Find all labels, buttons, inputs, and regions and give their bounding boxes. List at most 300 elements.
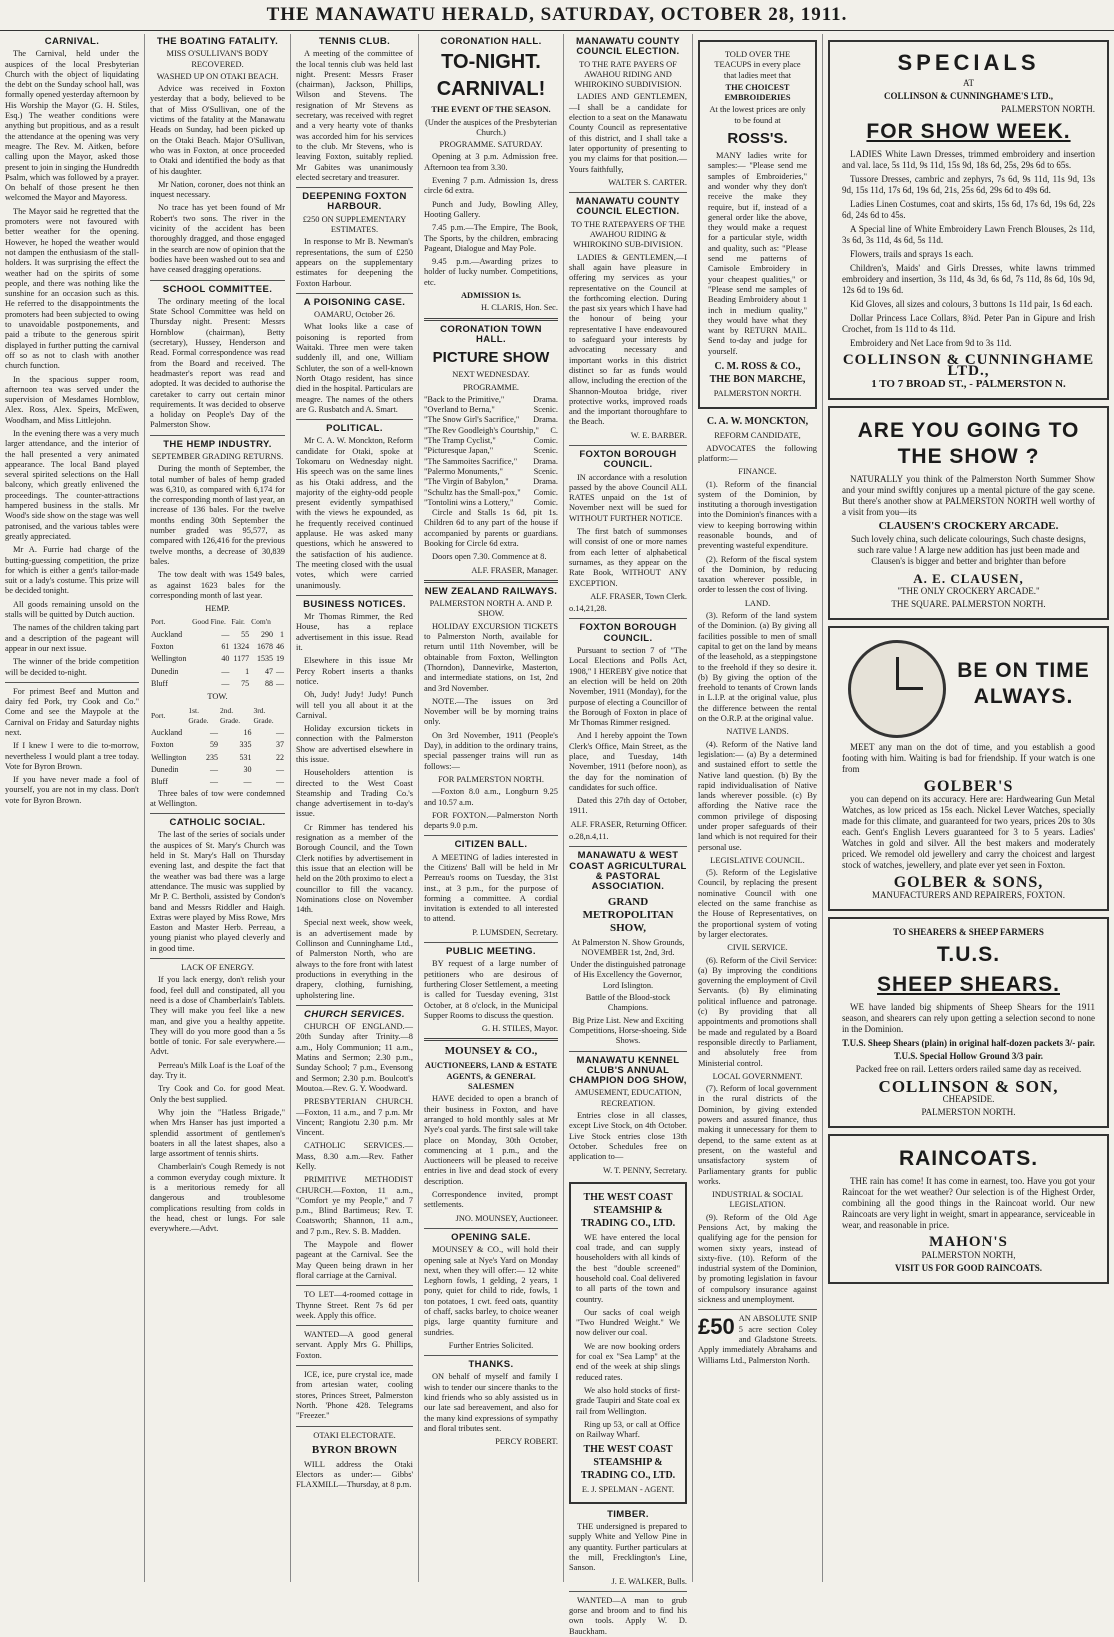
film-item	[424, 405, 558, 415]
table-cell: 531	[239, 752, 252, 762]
monckton-paragraph: ADVOCATES the following platform:—	[698, 443, 817, 463]
local-ad: If you have never made a fool of yourself, you are not in my class. Don't vote for Byron Brown.	[5, 775, 139, 805]
boating-paragraph: Mr Nation, coroner, does not think an inquest necessary.	[150, 179, 285, 200]
divider	[150, 280, 285, 281]
table-cell: —	[276, 777, 284, 787]
divider	[150, 813, 285, 814]
monckton-paragraph: (7). Reform of local government in the rural districts of the Dominion, by giving extended powers and assured finance, thus making it unnecessary for them to depend, to the same extent as at present, on the wasteful and unsatisfactory system of Parliamentary grants for public works.	[698, 1084, 817, 1186]
film-title: "Palermo Monuments,"	[424, 466, 503, 476]
film-genre: Comic.	[533, 487, 558, 497]
local-heading: LOCAL GOVERNMENT.	[712, 1071, 803, 1081]
film-item	[424, 395, 558, 405]
ross-title: ROSS'S.	[727, 130, 788, 148]
opening-sale-heading: OPENING SALE.	[451, 1231, 531, 1243]
signature: ALF. FRASER, Manager.	[471, 565, 558, 575]
table-row	[150, 764, 285, 776]
auspices-line: (Under the auspices of the Presbyterian Church.)	[425, 117, 557, 137]
table-cell: 16	[243, 728, 252, 738]
divider	[150, 958, 285, 959]
tennis-heading: TENNIS CLUB.	[318, 36, 391, 47]
table-cell: Wellington	[151, 752, 187, 762]
monckton-heading: C. A. W. MONCKTON,	[706, 416, 809, 428]
table-cell: Dunedin	[151, 666, 179, 676]
golber-ad	[828, 626, 1109, 911]
table-header-cell: 3rd. Grade.	[253, 705, 274, 725]
film-genre: Drama.	[533, 394, 558, 404]
divider	[296, 1325, 413, 1326]
cook-paragraph: Try Cook and Co. for good Meat. Only the best supplied.	[150, 1084, 285, 1104]
poison-dateline: OAMARU, October 26.	[314, 310, 395, 320]
signature: W. E. BARBER.	[630, 430, 687, 440]
kennel-subheading: AMUSEMENT, EDUCATION, RECREATION.	[574, 1088, 682, 1108]
film-genre: Drama.	[533, 477, 558, 487]
table-cell: Bluff	[151, 777, 168, 787]
mounsey-heading: MOUNSEY & CO.,	[444, 1045, 538, 1058]
tolet-ad: TO LET—4-roomed cottage in Thynne Street. Rent 7s 6d per week. Apply this office.	[296, 1290, 413, 1320]
tus-paragraph: WE have landed big shipments of Sheep Shears for the 1911 season, and shearers can rely upon getting a selection second to none in the Dominion.	[842, 1002, 1095, 1034]
table-cell: 55	[241, 629, 250, 639]
table-cell: 1324	[233, 642, 250, 652]
film-genre: Comic.	[533, 436, 558, 446]
raincoats-title: RAINCOATS.	[898, 1147, 1039, 1170]
catholic-heading: CATHOLIC SOCIAL.	[169, 817, 266, 829]
carnival-paragraph: The names of the children taking part and a description of the pageant will appear in our next issue.	[5, 623, 139, 653]
clausen-arcade: CLAUSEN'S CROCKERY ARCADE.	[878, 520, 1059, 532]
time-paragraph: you can depend on its accuracy. Here are: Hardwearing Gun Metal Watches, as low priced as 15s each. Nickel Lever Watches, specially made for this climate, and guaranteed for two years, prices 20s to 30s each. Gent's English Levers guaranteed for 3 to 5 years. Ladies' Watches in gold and silver. All the best makers and moderately priced. We remodel old jewellery and carry the choicest and largest stock of watches, jewellery, and plate ever yet seen in Foxton.	[842, 794, 1095, 870]
hemp-subheading: SEPTEMBER GRADING RETURNS.	[151, 451, 284, 461]
hemp-heading: THE HEMP INDUSTRY.	[163, 438, 272, 450]
hemp-paragraph: The tow dealt with was 1549 bales, as against 1623 bales for the corresponding month of last year.	[150, 570, 285, 600]
lack-paragraph: If you lack energy, don't relish your food, feel dull and constipated, all you need is a dose of Chamberlain's Tablets. They will make you feel like a new man, and give you a healthy appetite. They will do you more good than a 5s bottle of tonic. For sale everywhere.—Advt.	[150, 975, 285, 1057]
table-cell: Wellington	[151, 654, 187, 664]
public-meeting-heading: PUBLIC MEETING.	[446, 946, 536, 958]
public-meeting-paragraph: BY request of a large number of petitioners who are desirous of furthering Closer Settlement, a meeting is called for Tuesday evening, 31st October, at 8 o'clock, in the Municipal Supper Rooms to discuss the question.	[424, 959, 558, 1020]
railways-paragraph: NOTE.—The issues on 3rd November will be by morning trains only.	[424, 696, 558, 727]
poison-heading: A POISONING CASE.	[303, 296, 406, 308]
borough-paragraph: Pursuant to section 7 of "The Local Elections and Polls Act, 1908," I HEREBY give notice that an election will be held on 20th November, 1911 (Monday), for the purpose of electing a Councillor of the Borough of Foxton in place of Mr Thomas Rimmer resigned.	[569, 646, 687, 728]
county-subheading: TO THE RATEPAYERS OF THE AWAHOU RIDING & WHIROKINO SUB-DIVISION.	[571, 219, 685, 250]
event-line: THE EVENT OF THE SEASON.	[431, 105, 551, 115]
divider	[569, 618, 687, 619]
tus-line: T.U.S. Sheep Shears (plain) in original half-dozen packets 3/- pair.	[842, 1038, 1095, 1048]
railways-subheading: PALMERSTON NORTH A. AND P. SHOW.	[429, 599, 553, 619]
agri-line: Under the distinguished patronage of His Excellency the Governor, Lord Islington.	[570, 960, 686, 990]
table-cell: —	[209, 728, 218, 738]
carnival-paragraph: The Carnival, held under the auspices of the local Presbyterian Church with the object of liquidating the debt on the Sunday school hall, was formally opened yesterday afternoon by His Worship the Mayor (G. H. Stiles, Esq.) The weather conditions were anything but propitious, and as a result the attendance at the opening was very meagre. The Rev. M. Aitken, before calling upon the Mayor, asked those present to join in singing the Hundredth Psalm, which was followed by a prayer. On behalf of those present he then welcomed the Mayor and Mayoress.	[5, 49, 139, 203]
golber-firm: GOLBER'S	[923, 778, 1014, 795]
table-cell: Auckland	[151, 629, 183, 639]
table-cell: 47	[264, 666, 273, 676]
finance-heading: FINANCE.	[738, 467, 777, 477]
table-cell: 235	[205, 752, 218, 762]
steamship-paragraph: We are now booking orders for coal ex "Sea Lamp" at the end of the week at ship slings reduced rates.	[576, 1341, 680, 1382]
harbour-subheading: £250 ON SUPPLEMENTARY ESTIMATES.	[302, 214, 407, 235]
thanks-heading: THANKS.	[468, 1359, 514, 1371]
table-cell: 1	[245, 666, 250, 676]
carnival-paragraph: All goods remaining unsold on the stalls will be quitted by Dutch auction.	[5, 599, 139, 620]
show-heading: ARE YOU GOING TO THE SHOW ?	[857, 419, 1080, 468]
table-row	[150, 678, 285, 690]
specials-list	[842, 149, 1095, 349]
show-paragraph: Such lovely china, such delicate colourings, Such chaste designs, such rare value ! A large new addition has just been made and Clausen's is bigger and better and brighter than before	[851, 534, 1086, 566]
film-title: "Overland to Berna,"	[424, 405, 495, 415]
specials-item: LADIES White Lawn Dresses, trimmed embroidery and insertion and val. lace, 5s 11d, 9s 11d, 15s 9d, 18s 6d, 25s, 29s 6d to 65s.	[842, 149, 1095, 170]
county-heading: MANAWATU COUNTY COUNCIL ELECTION.	[576, 196, 680, 218]
ross-ad	[698, 40, 817, 409]
table-header-row	[150, 705, 285, 728]
tus-subtitle: SHEEP SHEARS.	[877, 973, 1060, 996]
coronation-heading: CORONATION HALL.	[440, 36, 542, 47]
signature: JNO. MOUNSEY, Auctioneer.	[455, 1213, 558, 1223]
monckton-paragraph: (2). Reform of the fiscal system of the Dominion, by reducing taxation wherever possible, in order to lessen the cost of living.	[698, 554, 817, 595]
divider	[424, 1038, 558, 1041]
column-7	[823, 34, 1114, 1582]
church-paragraph: CATHOLIC SERVICES.—Mass, 8.30 a.m.—Rev. Father Kelly.	[296, 1141, 413, 1171]
carnival-paragraph: In the spacious supper room, afternoon tea was served under the supervision of Mesdames Hornblow, Alex. Ross, Alex. Speirs, McEwen, Woodham, and Miss Littlejohn.	[5, 374, 139, 425]
ross-lowest: At the lowest prices are only to be found at	[709, 105, 806, 125]
timber-heading: TIMBER.	[607, 1508, 649, 1520]
table-row	[150, 666, 285, 678]
divider	[296, 595, 413, 596]
tus-ad	[828, 917, 1109, 1128]
boating-paragraph: Advice was received in Foxton yesterday that a body, believed to be that of Miss O'Sullivan, one of the victims of the fatality at the Manawatu Heads on Sunday, had been picked up on the Otaki Beach. Major O'Sullivan, who was in Foxton, at once proceeded to Otaki and identified the body as that of his daughter.	[150, 84, 285, 176]
film-genre: Scenic.	[533, 405, 558, 415]
opening-sale-paragraph: MOUNSEY & CO., will hold their opening sale at Nye's Yard on Monday next, when they will offer:— 12 white Leghorn fowls, 1 gelding, 2 years, 1 pony, quiet for child to ride, fowls, 1 ton potatoes, 1 cwt. feed oats, quantity of chaff, sacks barley, to choice weaner pigs, large quantity furniture and sundries.	[424, 1245, 558, 1337]
kennel-heading: MANAWATU KENNEL CLUB'S ANNUAL CHAMPION DOG SHOW,	[569, 1054, 687, 1087]
tus-line: T.U.S. Special Hollow Ground 3/3 pair.	[893, 1051, 1044, 1061]
snip-paragraph: AN ABSOLUTE SNIP 5 acre section Coley and Gladstone Streets. Apply immediately Abrahams and Williams Ltd., Palmerston North.	[698, 1314, 817, 1365]
mounsey-subheading: AUCTIONEERS, LAND & ESTATE AGENTS, & GENERAL SALESMEN	[424, 1061, 558, 1092]
specials-item: Children's, Maids' and Girls Dresses, white lawns trimmed embroidery and insertion, 3s 11d, 4s 3d, 6s 6d, 7s 11d, 8s 6d, 10s 9d, 12s 6d to 19s 6d.	[842, 263, 1095, 295]
table-cell: —	[209, 777, 218, 787]
hemp-table-title: HEMP.	[205, 604, 230, 614]
specials-item: Tussore Dresses, cambric and zephyrs, 7s 6d, 9s 11d, 11s 9d, 13s 9d, 15s 11d, 17s 6d, 19s 6d, 21s, 25s 6d, 29s 6d to 49s 6d.	[842, 174, 1095, 195]
hemp-paragraph: During the month of September, the total number of bales of hemp graded was 6,310, as compared with 6,174 for the corresponding month of last year, an increase of 136 bales. For the twelve months ending 30th September the number graded was 95,577, as compared with 126,416 for the previous twelve months, a decrease of 30,839 bales.	[150, 464, 285, 566]
political-paragraph: Mr C. A. W. Monckton, Reform candidate for Otaki, spoke at Tokomaru on Wednesday night. His speech was on the same lines as his Otaki address, and the majority of the eighty-odd people present evidently sympathised with the views he expounded, as he frequently received continued applause. He was asked many questions, which he answered to the satisfaction of his audience. The meeting closed with the usual votes, which were carried unanimously.	[296, 436, 413, 590]
picture-show-title: PICTURE SHOW	[432, 349, 550, 367]
table-header-cell: Good Fine.	[192, 617, 226, 627]
agri-line: Big Prize List. New and Exciting Competitions, Horse-shoeing. Side Shows.	[569, 1015, 687, 1046]
specials-title: SPECIALS	[897, 50, 1040, 75]
ross-intro: TOLD OVER THE TEACUPS in every place that ladies meet that	[714, 50, 801, 80]
table-row	[150, 752, 285, 764]
business-paragraph: Cr Rimmer has tendered his resignation as a member of the Borough Council, and the Town Clerk notifies by advertisement in this issue that an election will be held on the 20th proximo to elect a councillor to fill the vacancy. Nominations close on November 14th.	[296, 822, 413, 915]
railways-paragraph: On 3rd November, 1911 (People's Day), in addition to the ordinary trains, special passenger trains will run as follows:—	[424, 730, 558, 771]
tow-table-title: TOW.	[207, 692, 228, 702]
column-1	[0, 34, 145, 1582]
county-subheading: TO THE RATE PAYERS OF AWAHOU RIDING AND WHIROKINO SUBDIVISION.	[574, 59, 682, 90]
ross-name: C. M. ROSS & CO., THE BON MARCHE,	[709, 361, 806, 386]
milk-paragraph: Perreau's Milk Loaf is the Loaf of the day. Try it.	[150, 1060, 285, 1081]
reference: o.14,21,28.	[569, 604, 607, 614]
divider	[569, 1591, 687, 1592]
monckton-paragraph: (1). Reform of the financial system of the Dominion, by instituting a thorough investigation into the Dominion's finances with a view to keeping borrowing within reasonable bounds, and of preventing wasteful expenditure.	[698, 479, 817, 551]
railways-heading: NEW ZEALAND RAILWAYS.	[424, 585, 558, 597]
mahon-town: PALMERSTON NORTH,	[921, 1250, 1016, 1260]
county-paragraph: LADIES & GENTLEMEN,—I shall again have pleasure in offering my services as your representative on the Council at the forthcoming election. During the past six years which I have had the honour of being your representative I have endeavoured to safeguard your interests by advocating necessary and important works in this district distinct so far as funds would allow, including the erection of the Shannon-Moutoa bridge, river protective works, improved roads and the important thoroughfare to the Beach.	[569, 252, 687, 427]
byron-paragraph: WILL address the Otaki Electors as under:— Gibbs' FLAXMILL—Thursday, at 8 p.m.	[296, 1459, 413, 1490]
harbour-heading: DEEPENING FOXTON HARBOUR.	[302, 191, 407, 213]
school-paragraph: The ordinary meeting of the local State School Committee was held on Thursday night. Present: Messrs Hornblow (chairman), Betty (secretary), Hussey, Henderson and Read. Formal correspondence was read from the Board and received. The headmaster's report was read and adopted. It was decided to authorise the caretaker to carry out certain minor requirements. It was decided to observe a holiday on People's Day of the Palmerston Show.	[150, 296, 285, 430]
table-cell: —	[221, 629, 230, 639]
business-paragraph: Elsewhere in this issue Mr Percy Robert inserts a thanks notice.	[296, 656, 413, 686]
divider	[296, 1426, 413, 1427]
steamship-heading: THE WEST COAST STEAMSHIP & TRADING CO., LTD.	[580, 1191, 676, 1229]
carnival-paragraph: The winner of the bride competition will be decided to-night.	[5, 657, 139, 677]
table-cell: 19	[276, 654, 284, 664]
specials-ad	[828, 40, 1109, 400]
railways-pn: FOR PALMERSTON NORTH.	[438, 774, 544, 784]
table-cell: 1177	[233, 654, 250, 664]
divider	[424, 1228, 558, 1229]
byron-brown: BYRON BROWN	[311, 1443, 398, 1456]
table-row	[150, 727, 285, 739]
boating-heading: THE BOATING FATALITY.	[156, 36, 279, 47]
tus-top: TO SHEARERS & SHEEP FARMERS	[893, 927, 1044, 937]
divider	[296, 1365, 413, 1366]
specials-item: A Special line of White Embroidery Lawn French Blouses, 2s 11d, 3s 6d, 3s 11d, 4s 6d, 5s 11d.	[842, 224, 1095, 245]
tow-table	[150, 705, 285, 789]
table-cell: —	[276, 678, 284, 688]
business-paragraph: Oh, Judy! Judy! Judy! Punch will tell you all about it at the Carnival.	[296, 690, 413, 720]
otaki-heading: OTAKI ELECTORATE.	[313, 1430, 396, 1440]
programme-item: Opening at 3 p.m. Admission free. Afternoon tea from 3.30.	[424, 152, 558, 172]
church-heading: CHURCH SERVICES.	[304, 1008, 405, 1020]
film-genre: C.	[550, 425, 558, 435]
poison-paragraph: What looks like a case of poisoning is reported from Waitaki. Three men were taken suddenly ill, and one, William Schluter, the son of a well-known North Otago resident, has since died in the hospital. Particulars are meagre. The names of the others are G. Rusbatch and A. Smart.	[296, 322, 413, 414]
ross-address: PALMERSTON NORTH.	[713, 389, 802, 399]
business-paragraph: Holiday excursion tickets in connection with the Palmerston Show are advertised elsewhere in this issue.	[296, 724, 413, 764]
divider	[698, 1309, 817, 1310]
church-paragraph: PRIMITIVE METHODIST CHURCH.—Foxton, 11 a.m., "Comfort ye my People," and 7 p.m., Blind Bartimeus; Rev. T. Coatsworth; Shannon, 11 a.m., and 7 p.m., Rev. S. B. Madden.	[296, 1175, 413, 1236]
table-cell: 1678	[256, 642, 273, 652]
tennis-paragraph: A meeting of the committee of the local tennis club was held last night. Present: Messrs Fraser (chairman), Jackson, Phillips, Wilson and Stevens. The resignation of Mr Stevens as secretary, was received with regret and a very hearty vote of thanks was accorded him for his services to the club. Mr Stevens, who is leaving Foxton, suitably replied. Mr Gabites was unanimously elected secretary and treasurer.	[296, 49, 413, 182]
clausen-name: A. E. CLAUSEN,	[913, 571, 1024, 586]
carnival-heading: CARNIVAL.	[44, 36, 100, 47]
table-cell: —	[276, 765, 284, 774]
film-item	[424, 436, 558, 446]
monckton-paragraph: (3). Reform of the land system of the Dominion. (a) By giving all facilities possible to men of small capital to get on the land by means of the leasehold, as a steppingstone to the freehold if they so desire it. (b) By giving the option of the freehold to tenants of Crown lands in L.I.P. at the original value, plus the difference between the rental on the O.R.P. at the original value.	[698, 611, 817, 724]
agri-line: At Palmerston N. Show Grounds, NOVEMBER 1st, 2nd, 3rd.	[571, 937, 685, 957]
table-row	[150, 641, 285, 653]
tonight-title: TO-NIGHT.	[441, 51, 541, 74]
divider	[569, 1051, 687, 1052]
film-genre: Scenic.	[533, 466, 558, 476]
steamship-paragraph: Ring up 53, or call at Office on Railway Wharf.	[576, 1419, 680, 1440]
film-item	[424, 467, 558, 477]
film-title: "The Tramp Cyclist,"	[424, 436, 496, 446]
table-header-row	[150, 616, 285, 628]
lack-heading: LACK OF ENERGY.	[181, 963, 254, 973]
divider	[424, 580, 558, 583]
picture-next: NEXT WEDNESDAY.	[452, 370, 530, 380]
railways-paragraph: —Foxton 8.0 a.m., Longburn 9.25 and 10.57 a.m.	[424, 787, 558, 807]
film-item	[424, 446, 558, 456]
steamship-paragraph: WE have entered the local coal trade, and can supply householders with all kinds of the best "double screened" household coal. Coal delivered to all parts of the town and country.	[576, 1232, 680, 1304]
table-row	[150, 739, 285, 751]
divider	[424, 942, 558, 943]
monckton-subheading: REFORM CANDIDATE,	[714, 431, 801, 441]
film-item	[424, 488, 558, 498]
steamship-ad	[569, 1182, 687, 1504]
school-heading: SCHOOL COMMITTEE.	[162, 283, 273, 295]
film-item	[424, 498, 558, 508]
table-header-cell: Fair.	[231, 617, 245, 627]
civil-heading: CIVIL SERVICE.	[727, 943, 788, 953]
borough-paragraph: IN accordance with a resolution passed by the above Council ALL RATES unpaid on the 1st of November next will be sued for WITHOUT FURTHER NOTICE.	[569, 472, 687, 523]
table-cell: 1	[280, 629, 284, 639]
specials-at: AT	[963, 78, 974, 88]
table-cell: 59	[209, 740, 218, 750]
county-paragraph: LADIES AND GENTLEMEN,—I shall be a candidate for election to a seat on the Manawatu County Council as representative of this district, and I shall take a later opportunity of presenting to you my claims for that position.—Yours faithfully,	[569, 92, 687, 174]
table-cell: 290	[260, 629, 273, 639]
table-header-cell: 2nd. Grade.	[219, 705, 241, 725]
clock-icon	[848, 640, 946, 738]
monckton-paragraph: (9). Reform of the Old Age Pensions Act, by making the qualifying age for the pension for women sixty years, instead of sixty-five. (10). Reform of the industrial system of the Dominion, by promoting legislation in favour of compulsory insurance against sickness and unemployment.	[698, 1212, 817, 1305]
borough-paragraph: The first batch of summonses will consist of one or more names from each letter of alphabetical surnames, as they appear on the Rate Book, WITHOUT ANY EXCEPTION.	[569, 527, 687, 588]
table-cell: —	[221, 666, 230, 676]
table-cell: Foxton	[151, 642, 174, 652]
monckton-paragraph: (5). Reform of the Legislative Council, by replacing the present nominative Council with one elected on the same franchise as the House of Representatives, on the proportional system of voting by larger electorates.	[698, 868, 817, 939]
monckton-paragraph: (4). Reform of the Native land legislation:— (a) By a determined and sustained effort to settle the Native land question. (b) By the rapid individualisation of Native lands wherever possible. (c) By affording the Native race the common privilege of disposing under proper safeguards of their land which is not required for their personal use.	[698, 739, 817, 852]
signature: ALF. FRASER, Returning Officer.	[570, 819, 687, 829]
table-cell: 22	[276, 752, 284, 762]
signature: PERCY ROBERT.	[495, 1437, 558, 1447]
signature: P. LUMSDEN, Secretary.	[472, 927, 558, 937]
collinson-address: 1 TO 7 BROAD ST., - PALMERSTON N.	[871, 378, 1066, 390]
admission-line: ADMISSION 1s.	[460, 291, 522, 301]
table-cell: Auckland	[151, 728, 183, 738]
table-cell: —	[276, 666, 284, 676]
divider	[296, 293, 413, 294]
golber-name: GOLBER & SONS,	[893, 874, 1044, 891]
specials-item: Flowers, trails and sprays 1s each.	[850, 249, 974, 259]
railways-paragraph: FOR FOXTON.—Palmerston North departs 9.0 p.m.	[424, 810, 558, 831]
film-title: "Tontolini wins a Lottery,"	[424, 497, 514, 507]
harbour-paragraph: In response to Mr B. Newman's representations, the sum of £250 appears on the supplementary estimates for deepening the Foxton Harbour.	[296, 237, 413, 288]
maypole-paragraph: The Maypole and flower pageant at the Carnival. See the May Queen being drawn in her floral carriage at the Carnival.	[296, 1240, 413, 1280]
tus-town: PALMERSTON NORTH.	[921, 1107, 1016, 1117]
local-ad: If I knew I were to die to-morrow, nevertheless I would plant a tree today. Vote for Byron Brown.	[5, 741, 139, 771]
table-cell: Bluff	[151, 678, 168, 688]
time-paragraph: MEET any man on the dot of time, and you establish a good footing with him. Waiting is bad for friendship. If your watch is one from	[842, 742, 1095, 774]
film-title: "Schultz has the Small-pox,"	[424, 487, 521, 497]
specials-item: Embroidery and Net Lace from 9d to 3s 11d.	[850, 338, 1012, 348]
business-heading: BUSINESS NOTICES.	[303, 598, 406, 610]
ice-ad: ICE, ice, pure crystal ice, made from artesian water, cooling stores, Princes Street, Palmerston North. 'Phone 428. Telegrams "Freezer."	[296, 1370, 413, 1421]
tus-street: CHEAPSIDE.	[942, 1094, 995, 1104]
film-title: "Picturesque Japan,"	[424, 446, 494, 456]
mounsey-paragraph: Correspondence invited, prompt settlements.	[424, 1190, 558, 1210]
hatless-paragraph: Why join the "Hatless Brigade," when Mrs Hanser has just imported a splendid assortment of gentlemen's boaters in all the latest shapes, also a large assortment of tennis shirts.	[150, 1107, 285, 1159]
signature: G. H. STILES, Mayor.	[481, 1024, 558, 1034]
table-row	[150, 653, 285, 665]
specials-firm: COLLINSON & CUNNINGHAME'S LTD.,	[884, 91, 1053, 101]
snip-ad	[698, 1314, 817, 1365]
picture-paragraph: Doors open 7.30. Commence at 8.	[432, 552, 547, 562]
carnival-paragraph: The Mayor said he regretted that the promoters were not favoured with better weather for the opening. However, he hoped the weather would not dampen the enthusiasm of the stall-holders. It was surprising the effect the weather had on the spirits of some people, and there was nothing like the sunshine for an occasion such as this. He referred to the disappointments the promoters had been subjected to owing to unavoidable postponements, and paid a tribute to the generous spirit displayed in further putting the carnival off so as not to clash with another church function.	[5, 206, 139, 371]
picture-programme: PROGRAMME.	[462, 382, 520, 392]
kennel-paragraph: Entries close in all classes, except Live Stock, on 4th October. Live Stock entries close 13th October. Schedules free on application to—	[569, 1111, 687, 1162]
picture-paragraph: Circle and Stalls 1s 6d, pit 1s. Children 6d to any part of the house if accompanied by parents or guardians. Booking for Circle 6d extra.	[424, 508, 558, 548]
mahon-visit: VISIT US FOR GOOD RAINCOATS.	[895, 1263, 1042, 1273]
table-row	[150, 776, 285, 788]
signature: W. T. PENNY, Secretary.	[602, 1165, 687, 1175]
table-cell: 61	[221, 642, 230, 652]
steamship-paragraph: Our sacks of coal weigh "Two Hundred Weight." We now deliver our coal.	[576, 1307, 680, 1338]
table-cell: 30	[243, 765, 252, 774]
business-paragraph: Mr Thomas Rimmer, the Red House, has a replace advertisement in this issue. Read it.	[296, 612, 413, 653]
film-title: "Back to the Primitive,"	[424, 394, 505, 404]
railways-paragraph: HOLIDAY EXCURSION TICKETS to Palmerston North, available for return until 11th November, will be obtainable from Foxton, Wellington (Thorndon), Dannevirke, Masterton, and intermediate stations, on 1st, 2nd and 3rd November.	[424, 621, 558, 693]
table-cell: —	[243, 777, 252, 787]
divider	[296, 419, 413, 420]
divider	[296, 187, 413, 188]
masthead: THE MANAWATU HERALD, SATURDAY, OCTOBER 28, 1911.	[0, 0, 1114, 31]
borough-heading: FOXTON BOROUGH COUNCIL.	[579, 448, 677, 471]
divider	[424, 835, 558, 836]
table-row	[150, 629, 285, 641]
clausen-ad	[828, 406, 1109, 620]
church-paragraph: PRESBYTERIAN CHURCH.—Foxton, 11 a.m., and 7 p.m. Mr Vincent; Rangiotu 2.30 p.m. Mr Vincent.	[296, 1097, 413, 1138]
local-ad: For primest Beef and Mutton and dairy fed Pork, try Cook and Co." Come and see the Maypole at the Carnival on Friday and Saturday nights next.	[5, 686, 139, 737]
raincoats-paragraph: THE rain has come! It has come in earnest, too. Have you got your Raincoat for the wet weather? Our selection is of the Highest Order, combining all the good things in the Raincoat world. Our new Raincoats are very light in weight, smart in appearance, serviceable in wear, and reasonable in price.	[842, 1176, 1095, 1230]
carnival-paragraph: Mr A. Furrie had charge of the butting-guessing competition, the prize for which is either a gent's tailor-made suit or a lady's costume. This prize will be decided tonight.	[5, 545, 139, 596]
signature: H. CLARIS, Hon. Sec.	[480, 303, 558, 313]
specials-item: Dollar Princess Lace Collars, 8¾d. Peter Pan in Gipure and Irish Crochet, from 1s 11d to 4s 11d.	[842, 313, 1095, 334]
table-cell: Foxton	[151, 740, 174, 750]
film-title: "The Snow Girl's Sacrifice,"	[424, 415, 520, 425]
programme-item: 9.45 p.m.—Awarding prizes to holder of lucky number. Competitions, etc.	[424, 257, 558, 287]
wanted-ad: WANTED—A man to grub gorse and broom and to find his own tools. Apply W. D. Bauckham.	[569, 1595, 687, 1636]
column-2	[145, 34, 291, 1582]
business-paragraph: Special next week, show week, is an advertisement made by Collinson and Cunninghame Ltd., of Palmerston North, who are always to the fore front with latest productions in everything in the drapery, clothing, furnishing, upholstering line.	[296, 918, 413, 1000]
divider	[569, 445, 687, 446]
column-6	[693, 34, 823, 1582]
table-cell: —	[276, 728, 284, 738]
land-heading: LAND.	[744, 598, 771, 608]
monckton-paragraph: (6). Reform of the Civil Service: (a) By improving the conditions governing the employment of Civil Servants. (b) By eliminating political influence and patronage. (c) By providing that all appointments and promotions shall be made and regulated by a Board responsible directly to Parliament, and absolutely free from Ministerial control.	[698, 955, 817, 1068]
film-title: "The Rev Goodleigh's Courtship,"	[424, 425, 539, 435]
film-item	[424, 415, 558, 425]
film-title: "The Sammoites Sacrifice,"	[424, 456, 518, 466]
table-cell: 1535	[256, 654, 273, 664]
film-item	[424, 477, 558, 487]
divider	[424, 1355, 558, 1356]
tus-line: Packed free on rail. Letters orders railed same day as received.	[855, 1064, 1082, 1074]
film-item	[424, 426, 558, 436]
picture-hall-heading: CORONATION TOWN HALL.	[440, 323, 542, 345]
borough-paragraph: Dated this 27th day of October, 1911.	[569, 796, 687, 816]
table-cell: —	[221, 678, 230, 688]
political-heading: POLITICAL.	[326, 423, 383, 435]
borough-paragraph: And I hereby appoint the Town Clerk's Office, Main Street, as the place, and Tuesday, 14th November, 1911 (before noon), as the day for the nomination of candidates for such office.	[569, 731, 687, 792]
clausen-subtitle: "THE ONLY CROCKERY ARCADE."	[897, 586, 1040, 596]
programme-item: 7.45 p.m.—The Empire, The Book, The Sports, by the children, embracing Pageant, Dialogue and May Pole.	[424, 223, 558, 253]
steamship-agent: E. J. SPELMAN - AGENT.	[581, 1485, 675, 1495]
carnival-paragraph: In the evening there was a very much larger attendance, and the interior of the hall presented a very animated appearance. The local Band played several spirited selections on the Hall balcony, which greatly enlivened the proceedings. The counter-attractions hampered business in the stalls. Mr Wood's side show on the stage was well patronised, and the various tables were greatly appreciated.	[5, 428, 139, 541]
programme-item: Punch and Judy, Bowling Alley, Hooting Gallery.	[424, 199, 558, 219]
film-genre: Drama.	[533, 456, 558, 466]
opening-sale-entries: Further Entries Solicited.	[448, 1340, 534, 1350]
table-cell: 335	[239, 740, 252, 750]
church-paragraph: CHURCH OF ENGLAND.—20th Sunday after Trinity.—8 a.m., Holy Communion; 11 a.m., Matins and Sermon; 2.30 p.m., Sunday School; 7 p.m., Evensong and Sermon; 2.30 p.m. Boulcott's Moutoa.—Rev. G. Y. Woodward.	[296, 1022, 413, 1093]
citizen-paragraph: A MEETING of ladies interested in the Citizens' Ball will be held in Mr Perreau's rooms on Tuesday, the 31st inst., at 3 p.m., for the purpose of forming a committee. A cordial invitation is extended to all interested to attend.	[424, 852, 558, 924]
film-item	[424, 457, 558, 467]
divider	[424, 318, 558, 321]
table-cell: —	[209, 765, 218, 774]
collinson-name: COLLINSON & CUNNINGHAME LTD.,	[842, 352, 1095, 379]
